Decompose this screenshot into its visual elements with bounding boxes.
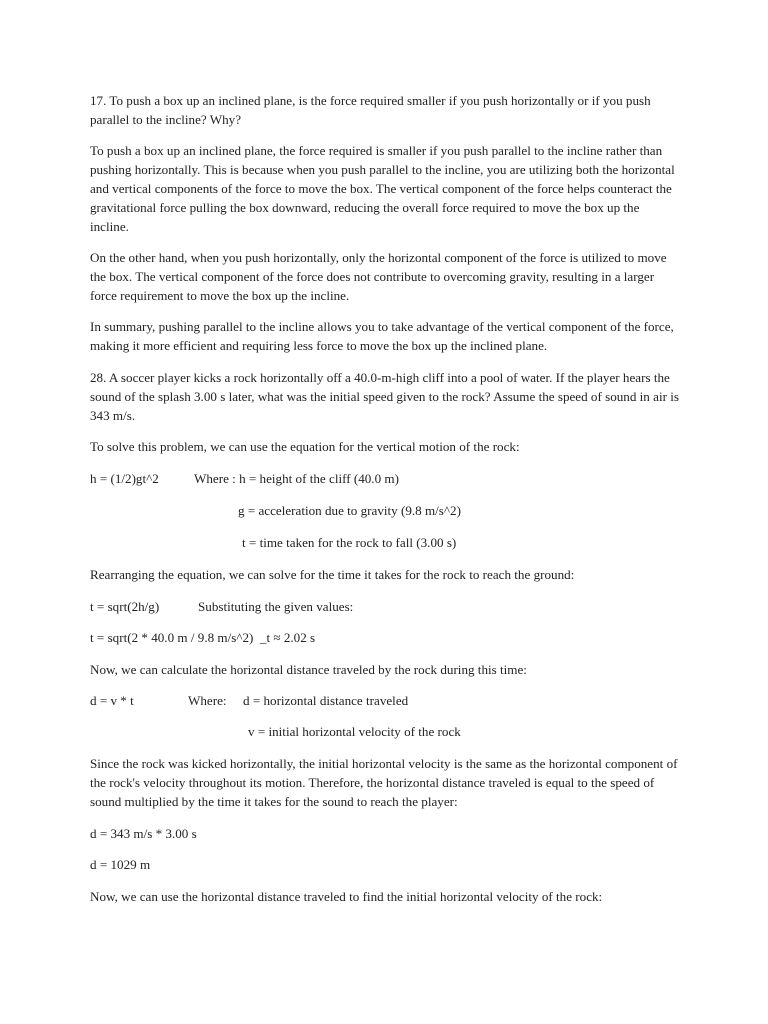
equation-height: h = (1/2)gt^2	[90, 471, 159, 486]
equation-time: t = sqrt(2h/g)	[90, 599, 160, 614]
equation-distance: d = v * t	[90, 693, 134, 708]
substituting-text: Substituting the given values:	[198, 599, 354, 614]
equation-time-calculation: t = sqrt(2 * 40.0 m / 9.8 m/s^2) _t ≈ 2.02 s	[90, 630, 316, 645]
horizontal-distance-intro: Now, we can calculate the horizontal distance traveled by the rock during this time:	[90, 662, 527, 677]
answer-17-paragraph-1: To push a box up an inclined plane, the force required is smaller if you push parallel to the incline rather than pushing horizontally. This is because when you push parallel to the incline, you are utilizing both the horizontal and vertical components of the force to move the box. The vertical component of the force helps counteract the gravitational force pulling the box downward, reducing the overall force required to move the box up the incline.	[90, 143, 675, 234]
where-height-definition: Where : h = height of the cliff (40.0 m)	[194, 471, 399, 486]
distance-definition: d = horizontal distance traveled	[243, 693, 409, 708]
answer-17-paragraph-3: In summary, pushing parallel to the incline allows you to take advantage of the vertical component of the force, making it more efficient and requiring less force to move the box up the inclined plane.	[90, 319, 674, 353]
question-17: 17. To push a box up an inclined plane, is the force required smaller if you push horizontally or if you push parallel to the incline? Why?	[90, 93, 651, 127]
velocity-definition: v = initial horizontal velocity of the rock	[248, 724, 461, 739]
equation-distance-calc: d = 343 m/s * 3.00 s	[90, 826, 197, 841]
since-paragraph: Since the rock was kicked horizontally, the initial horizontal velocity is the same as the horizontal component of the rock's velocity throughout its motion. Therefore, the horizontal distance traveled is equal to the speed of sound multiplied by the time it takes for the sound to reach the player:	[90, 756, 678, 809]
question-28: 28. A soccer player kicks a rock horizontally off a 40.0-m-high cliff into a pool of water. If the player hears the sound of the splash 3.00 s later, what was the initial speed given to the rock? Assume the speed of sound in air is 343 m/s.	[90, 370, 679, 423]
gravity-definition: g = acceleration due to gravity (9.8 m/s^2)	[238, 503, 461, 518]
rearranging-text: Rearranging the equation, we can solve for the time it takes for the rock to reach the ground:	[90, 567, 575, 582]
final-text: Now, we can use the horizontal distance traveled to find the initial horizontal velocity of the rock:	[90, 889, 603, 904]
time-definition: t = time taken for the rock to fall (3.00 s)	[242, 535, 457, 550]
equation-distance-result: d = 1029 m	[90, 857, 151, 872]
answer-28-intro: To solve this problem, we can use the equation for the vertical motion of the rock:	[90, 439, 520, 454]
where-label: Where:	[188, 693, 227, 708]
answer-17-paragraph-2: On the other hand, when you push horizontally, only the horizontal component of the force is utilized to move the box. The vertical component of the force does not contribute to overcoming gravity, resulting in a larger force requirement to move the box up the incline.	[90, 250, 667, 303]
